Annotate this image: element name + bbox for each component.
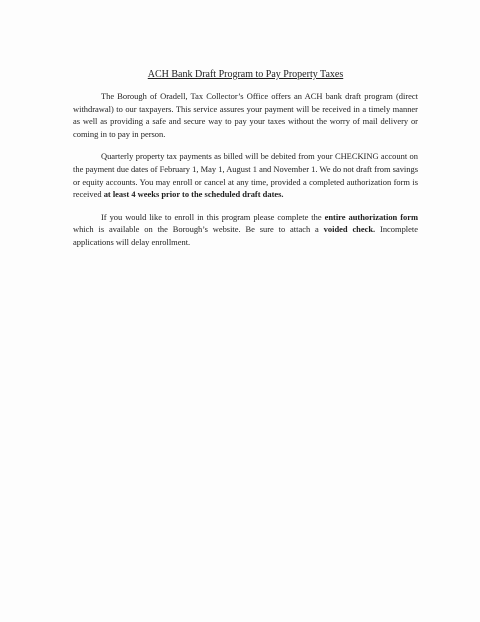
paragraph-text: The Borough of Oradell, Tax Collector’s Office offers an ACH bank draft program (direct withdrawal) to our taxpayers. This service assures your payment will be received in a timely manner as well as providing a safe and secure way to pay your taxes without the worry of mail delivery or coming in to pay in person.: [73, 91, 418, 139]
voided-check-emphasis: voided check.: [323, 224, 376, 235]
paragraph-text: Quarterly property tax payments as billed will be debited from your CHECKING account on the payment due dates of February 1, May 1, August 1 and November 1. We do not draft from savings or equity accounts. You may enroll or cancel at any time, provided a completed authorization form is received: [73, 151, 418, 200]
form-emphasis: entire authorization form: [324, 211, 419, 222]
paragraph-text: Incomplete applications will delay enrollment.: [73, 224, 418, 247]
paragraph-text: which is available on the Borough’s website. Be sure to attach a: [73, 224, 324, 235]
document-body: [73, 69, 418, 259]
document-title: ACH Bank Draft Program to Pay Property Taxes: [147, 69, 344, 80]
paragraph-enrollment: [73, 211, 418, 249]
paragraph-intro: [73, 90, 418, 140]
paragraph-text: If you would like to enroll in this program please complete the: [101, 211, 325, 222]
paragraph-payment-schedule: [73, 150, 418, 200]
deadline-emphasis: at least 4 weeks prior to the scheduled draft dates.: [103, 189, 284, 200]
